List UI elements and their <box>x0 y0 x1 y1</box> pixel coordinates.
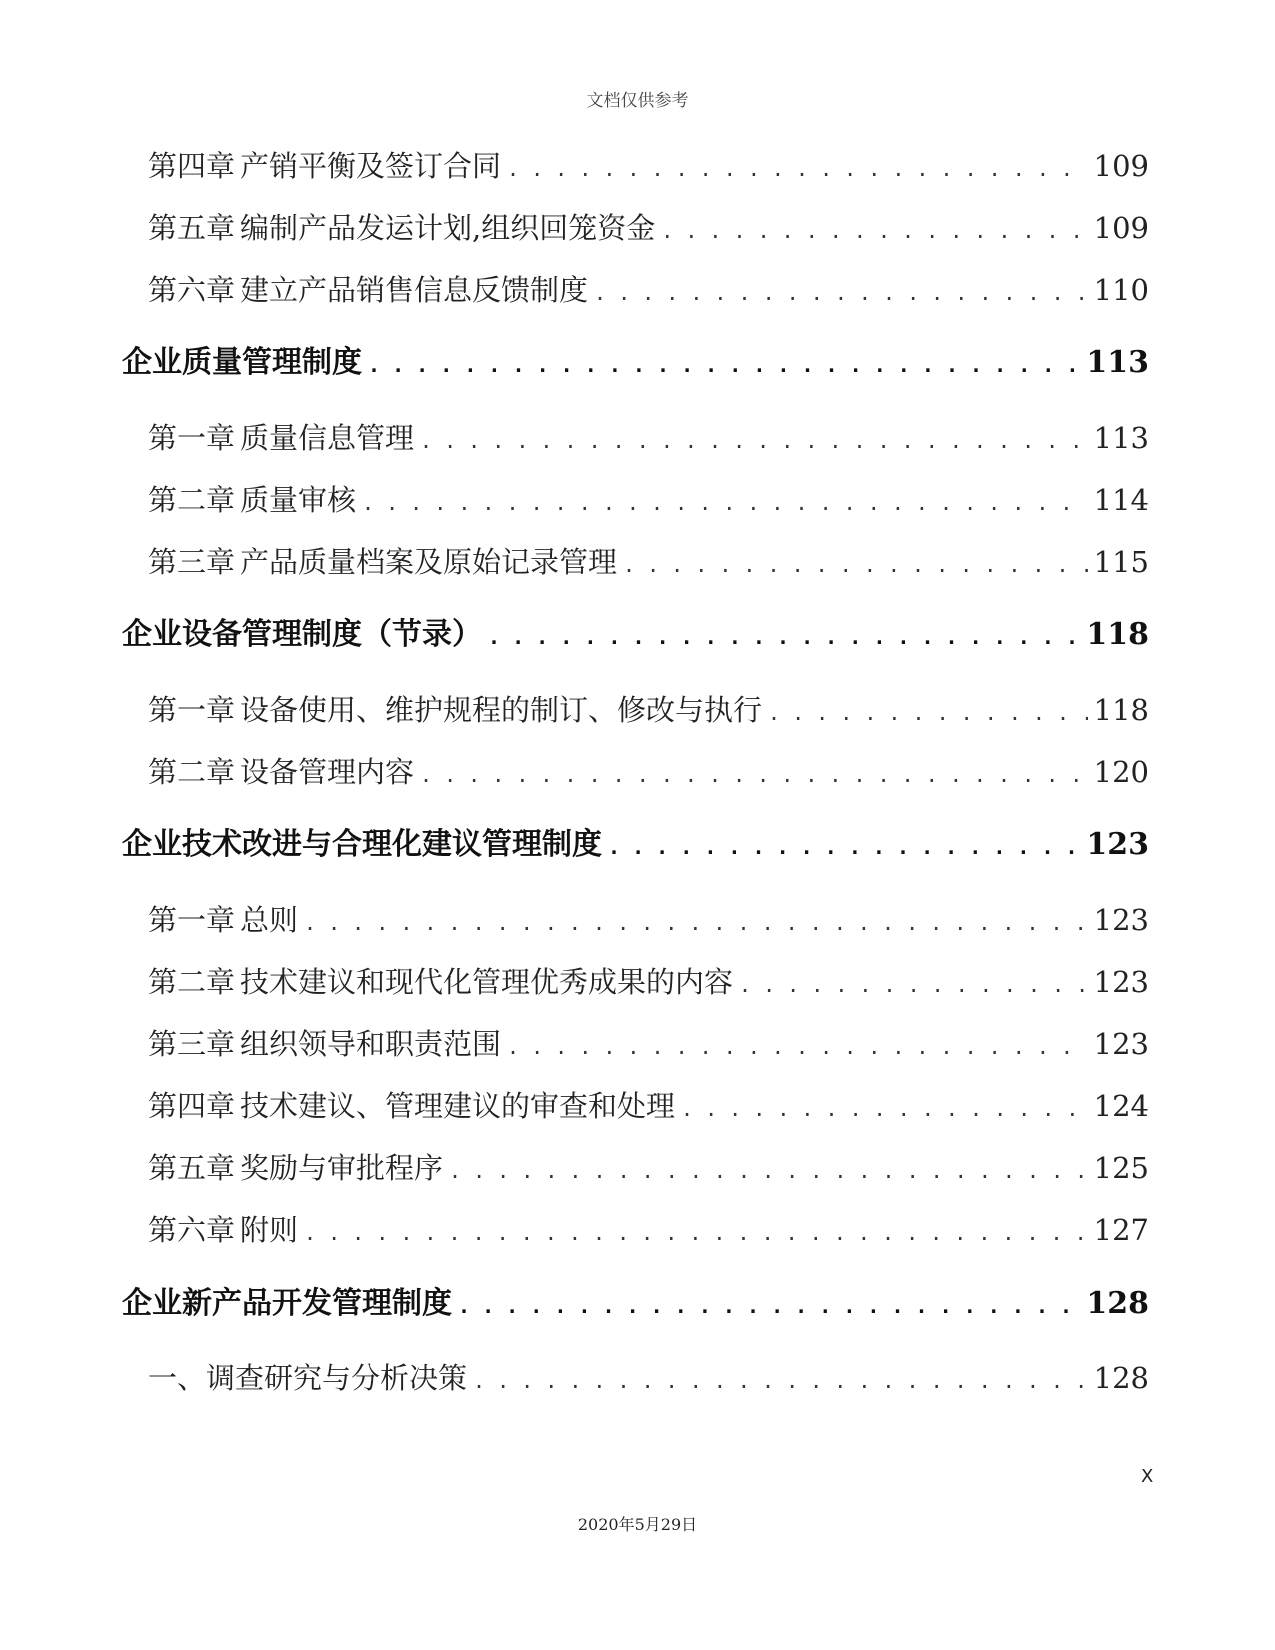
chapter-number: 第六章 <box>148 273 236 307</box>
dot-leader <box>768 693 1088 730</box>
toc-entry-label <box>148 690 762 730</box>
chapter-title: 编制产品发运计划,组织回笼资金 <box>240 211 656 245</box>
toc-entry-label: 一、调查研究与分析决策 <box>148 1361 468 1395</box>
chapter-number: 第二章 <box>148 483 236 517</box>
chapter-number: 第五章 <box>148 211 236 245</box>
page-header: 文档仅供参考 <box>586 91 689 111</box>
page-number: 115 <box>1093 545 1149 579</box>
toc-entry-label <box>148 418 414 458</box>
toc-entry[interactable] <box>148 418 1149 458</box>
toc-entry[interactable] <box>148 480 1149 520</box>
chapter-number: 第六章 <box>148 1213 236 1247</box>
page-number: 109 <box>1093 149 1149 183</box>
section-title: 企业技术改进与合理化建议管理制度 <box>122 827 602 862</box>
toc-entry-label <box>148 146 501 186</box>
chapter-title: 产品质量档案及原始记录管理 <box>240 545 618 579</box>
toc-entry[interactable] <box>148 752 1149 792</box>
toc-entry-label <box>148 270 588 310</box>
toc-entry-label <box>148 1210 298 1250</box>
chapter-title: 设备使用、维护规程的制订、修改与执行 <box>240 693 763 727</box>
page-number: 123 <box>1093 903 1149 937</box>
dot-leader <box>304 903 1088 940</box>
toc-entry-label <box>148 1086 675 1126</box>
chapter-title: 组织领导和职责范围 <box>240 1027 502 1061</box>
page-number: 118 <box>1086 617 1149 652</box>
toc-entry[interactable] <box>148 270 1149 310</box>
toc-entry-label <box>148 900 298 940</box>
chapter-number: 第二章 <box>148 755 236 789</box>
toc-entry-label <box>148 1024 501 1064</box>
dot-leader <box>458 1285 1080 1325</box>
dot-leader <box>420 421 1088 458</box>
toc-entry[interactable] <box>148 208 1149 248</box>
toc-entry[interactable] <box>148 1086 1149 1126</box>
page-number: 110 <box>1093 273 1149 307</box>
toc-entry-label <box>148 208 655 248</box>
chapter-title: 附则 <box>240 1213 299 1247</box>
page-number: 128 <box>1086 1286 1149 1321</box>
dot-leader <box>368 344 1080 384</box>
page-mark: X <box>1141 1466 1154 1487</box>
chapter-number: 第三章 <box>148 1027 236 1061</box>
chapter-title: 质量审核 <box>240 483 357 517</box>
chapter-title: 建立产品销售信息反馈制度 <box>240 273 589 307</box>
chapter-title: 总则 <box>240 903 299 937</box>
dot-leader <box>681 1089 1088 1126</box>
chapter-number: 第一章 <box>148 903 236 937</box>
dot-leader <box>608 826 1080 866</box>
page-number: 109 <box>1093 211 1149 245</box>
chapter-title: 技术建议和现代化管理优秀成果的内容 <box>240 965 734 999</box>
section-title: 企业质量管理制度 <box>122 345 362 380</box>
dot-leader <box>473 1361 1088 1398</box>
dot-leader <box>661 211 1087 248</box>
toc-entry[interactable] <box>148 1148 1149 1188</box>
dot-leader <box>594 273 1088 310</box>
page-number: 120 <box>1093 755 1149 789</box>
toc-entry-label <box>148 542 617 582</box>
chapter-title: 设备管理内容 <box>240 755 415 789</box>
toc-entry[interactable] <box>148 690 1149 730</box>
toc-entry[interactable] <box>148 146 1149 186</box>
chapter-number: 第二章 <box>148 965 236 999</box>
page-number: 113 <box>1086 345 1149 380</box>
toc-entry[interactable] <box>148 1024 1149 1064</box>
toc-entry-label <box>148 752 414 792</box>
toc-section-entry[interactable] <box>122 614 1149 656</box>
page-number: 128 <box>1093 1361 1149 1395</box>
chapter-number: 第一章 <box>148 693 236 727</box>
toc-entry[interactable] <box>148 542 1149 582</box>
chapter-number: 第三章 <box>148 545 236 579</box>
toc-entry-label <box>148 1148 443 1188</box>
page-number: 114 <box>1093 483 1149 517</box>
page-footer-date: 2020年5月29日 <box>577 1515 698 1534</box>
dot-leader <box>507 1027 1088 1064</box>
dot-leader <box>488 616 1080 656</box>
toc-entry-label <box>148 962 733 1002</box>
toc-section-entry[interactable] <box>122 824 1149 866</box>
chapter-number: 第五章 <box>148 1151 236 1185</box>
chapter-number: 第四章 <box>148 1089 236 1123</box>
page-number: 125 <box>1093 1151 1149 1185</box>
page-number: 123 <box>1093 965 1149 999</box>
toc-entry[interactable] <box>148 962 1149 1002</box>
chapter-title: 奖励与审批程序 <box>240 1151 444 1185</box>
page-number: 118 <box>1093 693 1149 727</box>
dot-leader <box>623 545 1088 582</box>
toc-entry[interactable] <box>148 1358 1149 1398</box>
chapter-title: 产销平衡及签订合同 <box>240 149 502 183</box>
chapter-title: 技术建议、管理建议的审查和处理 <box>240 1089 676 1123</box>
page-number: 123 <box>1093 1027 1149 1061</box>
section-title: 企业新产品开发管理制度 <box>122 1286 452 1321</box>
toc-entry[interactable] <box>148 1210 1149 1250</box>
page-number: 113 <box>1093 421 1149 455</box>
dot-leader <box>304 1213 1088 1250</box>
toc-section-entry[interactable] <box>122 342 1149 384</box>
chapter-title: 质量信息管理 <box>240 421 415 455</box>
dot-leader <box>507 149 1088 186</box>
chapter-number: 第四章 <box>148 149 236 183</box>
section-title: 企业设备管理制度（节录） <box>122 617 482 652</box>
dot-leader <box>739 965 1088 1002</box>
page-number: 124 <box>1093 1089 1149 1123</box>
page-number: 127 <box>1093 1213 1149 1247</box>
dot-leader <box>362 483 1088 520</box>
dot-leader <box>420 755 1088 792</box>
dot-leader <box>449 1151 1088 1188</box>
chapter-number: 第一章 <box>148 421 236 455</box>
toc-entry-label <box>148 480 356 520</box>
page-number: 123 <box>1086 827 1149 862</box>
toc-entry[interactable] <box>148 900 1149 940</box>
toc-section-entry[interactable] <box>122 1283 1149 1325</box>
